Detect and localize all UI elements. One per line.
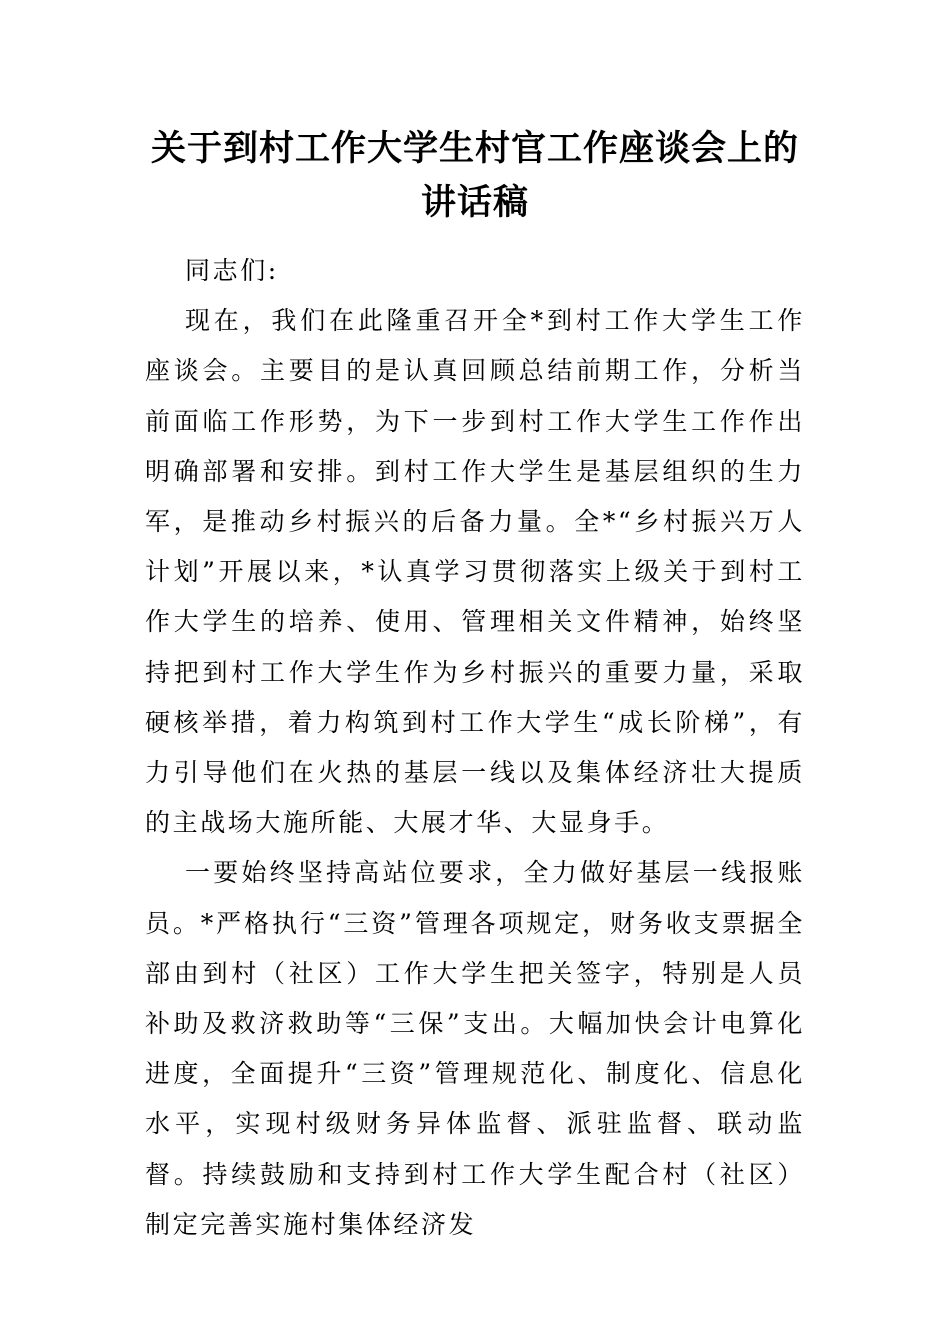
document-body [145, 246, 805, 1250]
salutation: 同志们: [185, 256, 279, 285]
paragraph-1: 现在，我们在此隆重召开全*到村工作大学生工作座谈会。主要目的是认真回顾总结前期工作，分析当前面临工作形势，为下一步到村工作大学生工作作出明确部署和安排。到村工作大学生是基层组织的生力军，是推动乡村振兴的后备力量。全*“乡村振兴万人计划”开展以来，*认真学习贯彻落实上级关于到村工作大学生的培养、使用、管理相关文件精神，始终坚持把到村工作大学生作为乡村振兴的重要力量，采取硬核举措，着力构筑到村工作大学生“成长阶梯”，有力引导他们在火热的基层一线以及集体经济壮大提质的主战场大施所能、大展才华、大显身手。 [145, 306, 805, 838]
title-line-1: 关于到村工作大学生村官工作座谈会上的 [150, 128, 799, 169]
document-title [110, 122, 840, 230]
title-line-2: 讲话稿 [420, 182, 529, 223]
paragraph-2: 一要始终坚持高站位要求，全力做好基层一线报账员。*严格执行“三资”管理各项规定，财务收支票据全部由到村（社区）工作大学生把关签字，特别是人员补助及救济救助等“三保”支出。大幅加快会计电算化进度，全面提升“三资”管理规范化、制度化、信息化水平，实现村级财务异体监督、派驻监督、联动监督。持续鼓励和支持到村工作大学生配合村（社区）制定完善实施村集体经济发 [145, 858, 805, 1239]
